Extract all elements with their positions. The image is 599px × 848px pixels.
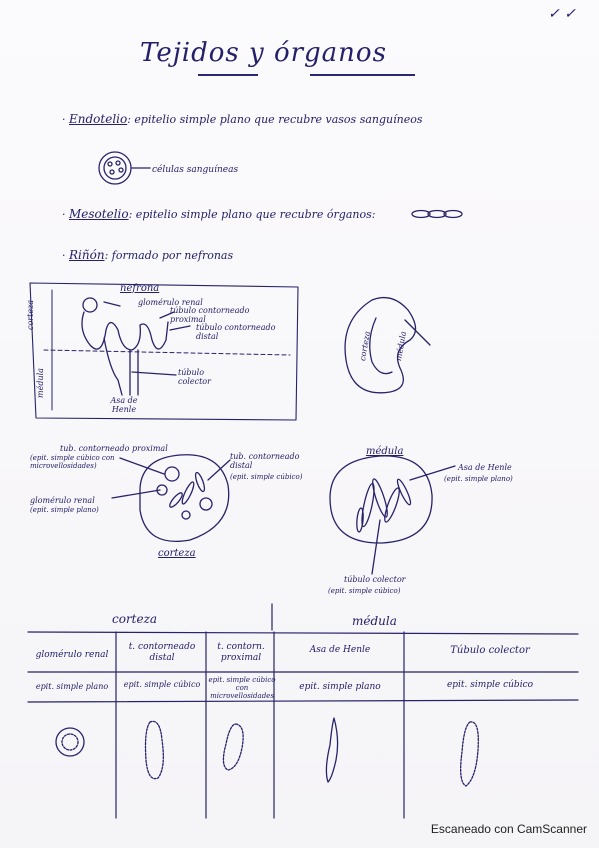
bullet-mesotelio: · Mesotelio: epitelio simple plano que recubre órganos: [62, 207, 376, 221]
corteza-glom: glomérulo renal [30, 496, 95, 505]
bullet-rinon: · Riñón: formado por nefronas [62, 248, 234, 262]
medula-section-drawing [330, 456, 455, 574]
label-tubulo-prox: túbulo contorneado proximal [170, 306, 250, 324]
kidney-drawing [345, 298, 430, 393]
label-medula-vert: médula [36, 368, 45, 398]
term-endotelio: Endotelio [69, 112, 128, 126]
table-group-medula: médula [352, 614, 397, 628]
kidney-medula: médula [394, 330, 409, 362]
corteza-prox-sub: (epit. simple cúbico con microvellosidades) [30, 454, 115, 470]
table-cell-distal: epit. simple cúbico [123, 680, 201, 689]
label-glomerulo: glomérulo renal [138, 298, 203, 307]
corteza-glom-sub: (epit. simple plano) [30, 506, 99, 514]
corteza-dist-sub: (epit. simple cúbico) [230, 473, 303, 481]
label-tubulo-dist: túbulo contorneado distal [196, 323, 276, 341]
medula-label: médula [366, 446, 404, 457]
table-group-corteza: corteza [112, 612, 158, 626]
table-drawing-proximal [223, 724, 243, 770]
table-drawing-colector [461, 722, 479, 786]
table-cell-colector: epit. simple cúbico [446, 680, 534, 690]
mesothelium-icon [412, 211, 462, 218]
def-mesotelio: : epitelio simple plano que recubre órganos: [128, 208, 376, 221]
bullet-endotelio: · Endotelio: epitelio simple plano que recubre vasos sanguíneos [62, 112, 423, 126]
medula-col-sub: (epit. simple cúbico) [328, 587, 401, 595]
def-rinon: : formado por nefronas [104, 249, 234, 262]
table-drawing-asa [326, 718, 337, 782]
table-cell-proximal: epit. simple cúbico con microvellosidades [208, 676, 276, 700]
corteza-dist: tub. contorneado distal [230, 452, 300, 470]
table-cell-asa: epit. simple plano [299, 682, 381, 692]
table-header-asa: Asa de Henle [309, 645, 371, 655]
table-header-distal: t. contorneado distal [128, 642, 196, 663]
label-corteza-vert: corteza [26, 299, 35, 330]
label-tubulo-col: túbulo colector [178, 368, 211, 386]
page-title: Tejidos y órganos [140, 38, 387, 68]
table-drawing-glomerulo [56, 728, 84, 756]
check-marks: ✓ ✓ [548, 6, 576, 22]
label-asa: Asa de Henle [110, 396, 138, 414]
term-rinon: Riñón [69, 248, 105, 262]
table-header-colector: Túbulo colector [450, 645, 530, 656]
def-endotelio: : epitelio simple plano que recubre vasos sanguíneos [127, 113, 423, 126]
medula-asa-sub: (epit. simple plano) [444, 475, 513, 483]
medula-col: túbulo colector [344, 575, 406, 584]
table-grid [28, 604, 578, 818]
blood-vessel-icon [99, 152, 150, 184]
nephron-diagram [30, 283, 298, 420]
kidney-corteza: corteza [358, 330, 373, 362]
table-header-proximal: t. contorn. proximal [217, 642, 265, 663]
corteza-label: corteza [158, 548, 196, 559]
table-drawing-distal [146, 721, 164, 778]
label-nefrona: nefrona [120, 283, 160, 294]
term-mesotelio: Mesotelio [69, 207, 129, 221]
table-cell-glomerulo: epit. simple plano [35, 682, 109, 691]
scanner-watermark: Escaneado con CamScanner [430, 822, 587, 836]
corteza-section-drawing [112, 455, 230, 542]
corteza-prox: tub. contorneado proximal [60, 444, 168, 453]
cell-label: células sanguíneas [152, 165, 239, 175]
table-header-glomerulo: glomérulo renal [35, 650, 109, 660]
medula-asa: Asa de Henle [458, 463, 512, 472]
